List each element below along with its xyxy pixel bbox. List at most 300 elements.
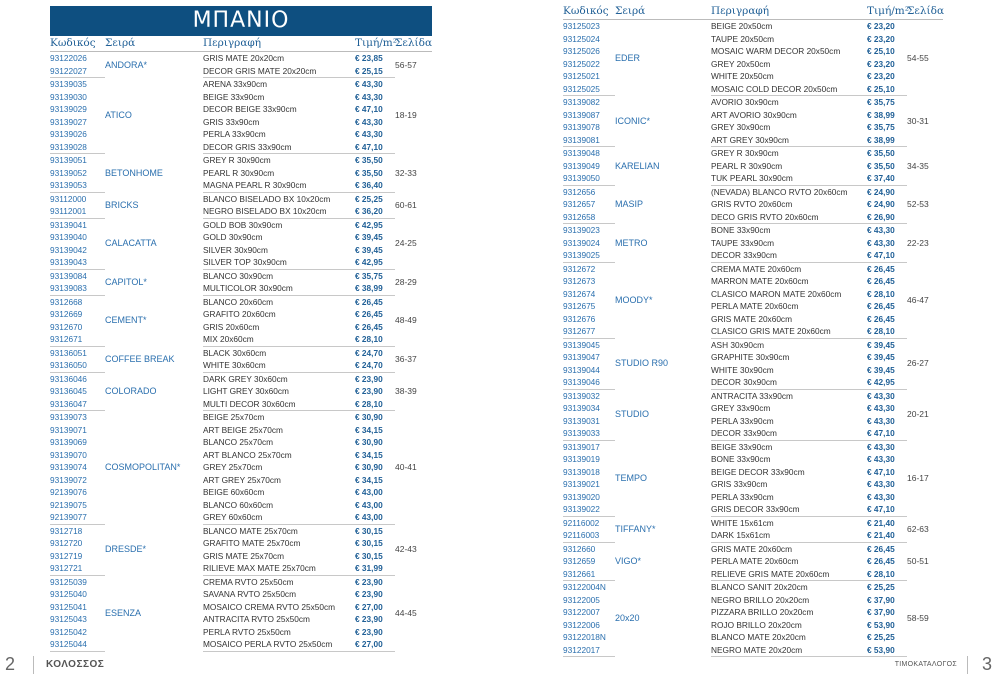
product-price: € 47,10 [867,249,907,262]
product-description: WHITE 30x60cm [203,359,355,372]
product-description: GREY 33x90cm [711,403,771,413]
product-price: € 39,45 [867,339,895,350]
product-code: 9312669 [50,309,83,319]
product-code: 93139022 [563,503,615,516]
product-description: PERLA 33x90cm [711,415,774,426]
product-description: BONE 33x90cm [711,454,771,464]
product-code: 93139053 [50,179,105,192]
product-code: 93125025 [563,83,615,96]
product-code: 93139052 [50,167,87,178]
brand-logo: ΚΟΛΟΣΣΟΣ [46,659,105,670]
product-price: € 35,50 [867,148,895,158]
series-name: EDER [615,52,641,63]
product-description: GRAFITO 20x60cm [203,309,276,319]
table-row [563,338,943,351]
product-price: € 43,30 [867,403,895,413]
product-price: € 38,99 [355,282,395,295]
header-pages: Σελίδα [907,4,943,20]
catalog-pages: 54-55 [907,52,929,63]
product-price: € 25,25 [867,632,895,642]
footer-divider [967,656,968,674]
product-description: WHITE 15x61cm [711,517,774,528]
product-code: 92116002 [563,517,600,528]
product-code: 93139070 [50,449,87,460]
product-price: € 47,10 [355,104,383,114]
product-code: 9312672 [563,263,596,274]
product-price: € 39,45 [355,244,383,255]
product-price: € 26,45 [867,276,895,286]
catalog-pages: 30-31 [907,115,929,126]
header-description: Περιγραφή [711,4,867,20]
product-description: BLANCO SANIT 20x20cm [711,582,808,592]
product-price: € 24,70 [355,359,395,372]
product-description: GRIS DECOR 33x90cm [711,503,867,516]
series-name: METRO [615,237,648,248]
product-code: 93112000 [50,193,87,204]
product-code: 93125040 [50,589,87,599]
table-row [50,524,432,537]
product-code: 93122005 [563,594,600,605]
product-price: € 35,50 [867,160,895,171]
product-description: SAVANA RVTO 25x50cm [203,589,296,599]
product-description: NEGRO BISELADO BX 10x20cm [203,205,355,218]
product-code: 9312661 [563,568,615,581]
table-header [50,36,432,52]
product-code: 93139078 [563,122,600,132]
product-price: € 27,00 [355,638,395,651]
product-code: 93139087 [563,109,600,120]
table-row [563,185,943,198]
product-description: BLACK 30x60cm [203,347,267,358]
product-code: 93136051 [50,347,87,358]
product-description: BEIGE 20x50cm [711,21,773,31]
product-description: BEIGE DECOR 33x90cm [711,466,805,477]
product-description: BLANCO 60x60cm [203,499,274,510]
product-price: € 37,90 [867,594,895,605]
catalog-pages: 28-29 [395,276,417,287]
product-description: GRIS 20x60cm [203,321,260,332]
catalog-pages: 16-17 [907,472,929,483]
product-price: € 23,20 [867,33,895,44]
product-description: RILIEVE MAX MATE 25x70cm [203,562,355,575]
product-code: 93136046 [50,373,87,384]
product-description: GRIS 33x90cm [711,479,768,489]
product-price: € 21,40 [867,517,895,528]
table-row [50,192,432,205]
product-code: 9312656 [563,186,596,197]
table-row [50,411,432,424]
product-description: GREY 25x70cm [203,462,263,472]
product-description: DECO GRIS RVTO 20x60cm [711,211,867,224]
series-name: BETONHOME [105,167,163,178]
product-description: DECOR 30x90cm [711,376,867,389]
product-description: DECOR BEIGE 33x90cm [203,104,297,114]
product-description: TUK PEARL 30x90cm [711,172,867,185]
product-code: 9312674 [563,288,596,299]
product-price: € 42,95 [355,219,383,230]
product-description: ART GREY 30x90cm [711,134,867,147]
product-price: € 25,25 [355,193,383,204]
series-name: BRICKS [105,199,139,210]
table-row [50,575,432,588]
product-code: 93139073 [50,412,87,422]
price-table-right [563,4,943,657]
product-code: 93139042 [50,244,87,255]
product-description: ARENA 33x90cm [203,79,268,89]
product-price: € 25,10 [867,46,895,56]
catalog-pages: 60-61 [395,199,417,210]
page-title: ΜΠΑΝΙΟ [50,6,432,36]
product-code: 93125041 [50,601,87,612]
product-code: 93125039 [50,576,87,587]
product-description: GRIS 33x90cm [203,116,260,127]
product-description: BONE 33x90cm [711,225,771,235]
product-description: DECOR GRIS MATE 20x20cm [203,65,355,78]
product-price: € 43,30 [867,237,895,248]
product-price: € 43,30 [355,79,383,89]
table-row [50,372,432,385]
product-price: € 35,50 [355,167,383,178]
product-code: 9312721 [50,562,105,575]
product-code: 93125044 [50,638,105,651]
header-pages: Σελίδα [395,36,432,52]
product-price: € 43,00 [355,499,383,510]
product-description: GOLD BOB 30x90cm [203,219,283,230]
product-price: € 39,45 [355,232,383,242]
product-code: 92139075 [50,499,87,510]
catalog-pages: 32-33 [395,167,417,178]
catalog-pages: 62-63 [907,523,929,534]
product-code: 93122006 [563,619,600,630]
product-price: € 43,30 [867,441,895,452]
product-code: 93139032 [563,390,600,401]
series-name: ATICO [105,110,132,121]
product-code: 93139027 [50,116,87,127]
catalog-pages: 56-57 [395,59,417,70]
table-row [563,224,943,237]
footer-right [895,654,992,675]
series-name: TEMPO [615,472,648,483]
product-price: € 43,30 [355,116,383,127]
product-code: 93139030 [50,91,87,102]
product-description: GREY R 30x90cm [711,148,779,158]
table-row [50,78,432,91]
product-price: € 43,30 [867,479,895,489]
product-code: 93139029 [50,104,87,114]
product-code: 93122018N [563,632,606,642]
product-description: PEARL R 30x90cm [203,167,275,178]
table-row [563,581,943,594]
catalog-pages: 22-23 [907,237,929,248]
product-description: BLANCO BISELADO BX 10x20cm [203,193,331,204]
header-code: Κωδικός [563,4,615,20]
product-price: € 37,40 [867,172,907,185]
product-code: 93139083 [50,282,105,295]
product-description: RELIEVE GRIS MATE 20x60cm [711,568,867,581]
product-price: € 47,10 [867,503,907,516]
product-price: € 23,90 [355,614,383,624]
product-description: ANTRACITA RVTO 25x50cm [203,614,310,624]
product-code: 93139051 [50,155,87,165]
table-row [563,389,943,402]
table-row [563,147,943,160]
product-description: WHITE 30x90cm [711,364,774,375]
product-description: PERLA 33x90cm [203,129,266,139]
product-description: NEGRO BRILLO 20x20cm [711,594,810,605]
product-code: 9312668 [50,296,83,307]
product-code: 93125022 [563,58,600,69]
product-description: AVORIO 30x90cm [711,97,779,107]
product-price: € 24,90 [867,186,895,197]
left-page [50,0,432,652]
product-price: € 25,25 [867,582,895,592]
product-description: GRIS MATE 20x60cm [711,313,792,324]
product-code: 92116003 [563,529,615,542]
product-price: € 23,90 [355,576,383,587]
product-code: 93139044 [563,364,600,375]
product-description: BEIGE 60x60cm [203,487,265,497]
product-description: PERLA MATE 20x60cm [711,556,799,566]
product-description: DARK GREY 30x60cm [203,373,288,384]
product-description: SILVER 30x90cm [203,244,268,255]
product-price: € 21,40 [867,529,907,542]
product-description: GREY R 30x90cm [203,155,271,165]
product-code: 9312657 [563,199,596,209]
table-row [563,440,943,453]
series-name: COFFEE BREAK [105,353,175,364]
product-code: 93139034 [563,403,600,413]
series-name: DRESDE* [105,544,147,555]
page-number: 3 [981,654,992,674]
product-description: LIGHT GREY 30x60cm [203,386,289,396]
product-price: € 47,10 [867,466,895,477]
product-code: 93139069 [50,437,87,447]
product-price: € 26,45 [867,543,895,554]
product-price: € 43,30 [867,225,895,235]
product-price: € 23,85 [355,53,383,63]
catalog-pages: 34-35 [907,160,929,171]
product-description: CREMA RVTO 25x50cm [203,576,294,587]
product-code: 93122026 [50,53,87,63]
product-description: BLANCO 25x70cm [203,437,274,447]
series-name: CALACATTA [105,238,157,249]
product-description: PERLA MATE 20x60cm [711,301,799,311]
header-price: Τιμή/m² [867,4,907,20]
product-price: € 30,90 [355,412,383,422]
product-description: GRIS MATE 25x70cm [203,550,284,561]
product-description: GRAPHITE 30x90cm [711,352,790,362]
catalog-pages: 50-51 [907,556,929,566]
product-code: 93139045 [563,339,600,350]
product-description: TAUPE 33x90cm [711,237,775,248]
product-price: € 23,90 [355,373,383,384]
product-code: 9312675 [563,301,596,311]
product-description: SILVER TOP 30x90cm [203,256,355,269]
table-row [50,295,432,308]
product-price: € 53,90 [867,644,907,657]
product-description: PEARL R 30x90cm [711,160,783,171]
product-price: € 28,10 [355,333,395,346]
series-name: STUDIO R90 [615,358,669,369]
product-description: GRAFITO MATE 25x70cm [203,538,301,548]
product-description: GRIS MATE 20x60cm [711,543,792,554]
product-price: € 26,45 [355,309,383,319]
series-name: VIGO* [615,556,642,566]
series-name: ESENZA [105,607,142,618]
product-description: ANTRACITA 33x90cm [711,390,793,401]
product-code: 93139050 [563,172,615,185]
product-price: € 26,45 [355,296,383,307]
catalog-pages: 38-39 [395,386,417,396]
product-price: € 23,20 [867,21,895,31]
product-code: 93139017 [563,441,600,452]
series-name: COLORADO [105,386,157,396]
product-price: € 36,40 [355,179,395,192]
product-code: 9312677 [563,325,615,338]
product-code: 93122017 [563,644,615,657]
product-price: € 24,70 [355,347,383,358]
catalog-pages: 26-27 [907,358,929,369]
product-price: € 47,10 [867,427,907,440]
catalog-pages: 52-53 [907,199,929,209]
table-body [563,20,943,657]
product-code: 93139040 [50,232,87,242]
product-price: € 24,90 [867,199,895,209]
product-description: WHITE 20x50cm [711,71,774,81]
product-description: MOSAICO CREMA RVTO 25x50cm [203,601,336,612]
product-description: BEIGE 25x70cm [203,412,265,422]
product-code: 93139031 [563,415,600,426]
table-row [563,20,943,33]
product-code: 93139025 [563,249,615,262]
series-name: CEMENT* [105,315,147,326]
product-description: MOSAIC COLD DECOR 20x50cm [711,83,867,96]
table-row [563,96,943,109]
product-description: DARK 15x61cm [711,529,867,542]
product-description: ROJO BRILLO 20x20cm [711,619,802,630]
product-description: GOLD 30x90cm [203,232,263,242]
product-description: CLASICO GRIS MATE 20x60cm [711,325,867,338]
product-price: € 25,10 [867,83,907,96]
series-name: MOODY* [615,294,653,305]
product-code: 93139049 [563,160,600,171]
product-code: 93139043 [50,256,105,269]
product-price: € 42,95 [355,256,395,269]
product-price: € 47,10 [355,141,395,154]
catalog-label: ΤΙΜΟΚΑΤΑΛΟΓΟΣ [894,661,957,668]
product-code: 93122004N [563,582,606,592]
footer-divider [33,656,34,674]
product-description: PERLA RVTO 25x50cm [203,626,291,637]
product-code: 93139046 [563,376,615,389]
product-description: BLANCO MATE 25x70cm [203,525,298,536]
product-price: € 43,30 [355,129,383,139]
product-code: 93136050 [50,359,105,372]
catalog-pages: 44-45 [395,607,417,618]
product-description: GREY 30x90cm [711,122,771,132]
product-price: € 28,10 [355,398,395,411]
product-description: ART BEIGE 25x70cm [203,424,283,435]
product-description: (NEVADA) BLANCO RVTO 20x60cm [711,186,848,197]
series-name: CAPITOL* [105,276,147,287]
catalog-pages: 18-19 [395,110,417,121]
product-description: MARRON MATE 20x60cm [711,276,809,286]
product-code: 9312671 [50,333,105,346]
product-code: 93125043 [50,614,87,624]
product-code: 93136045 [50,386,87,396]
product-code: 93139018 [563,466,600,477]
product-description: MAGNA PEARL R 30x90cm [203,179,355,192]
product-code: 9312673 [563,276,596,286]
product-price: € 28,10 [867,325,907,338]
header-series: Σειρά [615,4,711,20]
product-code: 9312660 [563,543,596,554]
table-row [563,542,943,555]
catalog-pages: 20-21 [907,409,929,420]
product-code: 93122027 [50,65,105,78]
product-code: 93139026 [50,129,87,139]
product-price: € 26,45 [867,263,895,274]
product-code: 9312670 [50,321,83,332]
product-code: 93125024 [563,33,600,44]
table-row [563,516,943,529]
product-price: € 38,99 [867,109,895,120]
product-description: DECOR 33x90cm [711,427,867,440]
product-description: MULTICOLOR 30x90cm [203,282,355,295]
series-name: 20x20 [615,613,640,624]
catalog-pages: 42-43 [395,544,417,555]
product-price: € 23,90 [355,386,383,396]
product-code: 93139048 [563,148,600,158]
product-description: TAUPE 20x50cm [711,33,775,44]
table-row [50,52,432,65]
product-description: MULTI DECOR 30x60cm [203,398,355,411]
product-description: MOSAICO PERLA RVTO 25x50cm [203,638,355,651]
product-price: € 30,90 [355,462,383,472]
product-code: 93125021 [563,71,600,81]
product-price: € 43,00 [355,511,395,524]
product-code: 92139077 [50,511,105,524]
product-price: € 23,90 [355,626,383,637]
product-price: € 35,50 [355,155,383,165]
product-description: BLANCO MATE 20x20cm [711,632,806,642]
product-code: 9312659 [563,556,596,566]
catalog-pages: 58-59 [907,613,929,624]
right-page [563,0,943,657]
product-code: 93125026 [563,46,600,56]
product-code: 93139082 [563,97,600,107]
product-description: DECOR GRIS 33x90cm [203,141,355,154]
product-price: € 23,90 [355,589,383,599]
table-row [50,154,432,167]
product-price: € 43,30 [867,415,895,426]
product-description: GRIS MATE 20x20cm [203,53,284,63]
table-row [50,269,432,282]
product-code: 92139076 [50,487,87,497]
product-description: GRIS RVTO 20x60cm [711,199,793,209]
product-code: 93139021 [563,479,600,489]
product-code: 9312719 [50,550,83,561]
product-description: NEGRO MATE 20x20cm [711,644,867,657]
product-code: 93139081 [563,134,615,147]
product-price: € 39,45 [867,352,895,362]
product-code: 93139041 [50,219,87,230]
table-row [50,218,432,231]
header-code: Κωδικός [50,36,105,52]
product-code: 93139071 [50,424,87,435]
series-name: COSMOPOLITAN* [105,462,181,472]
product-code: 93139028 [50,141,105,154]
